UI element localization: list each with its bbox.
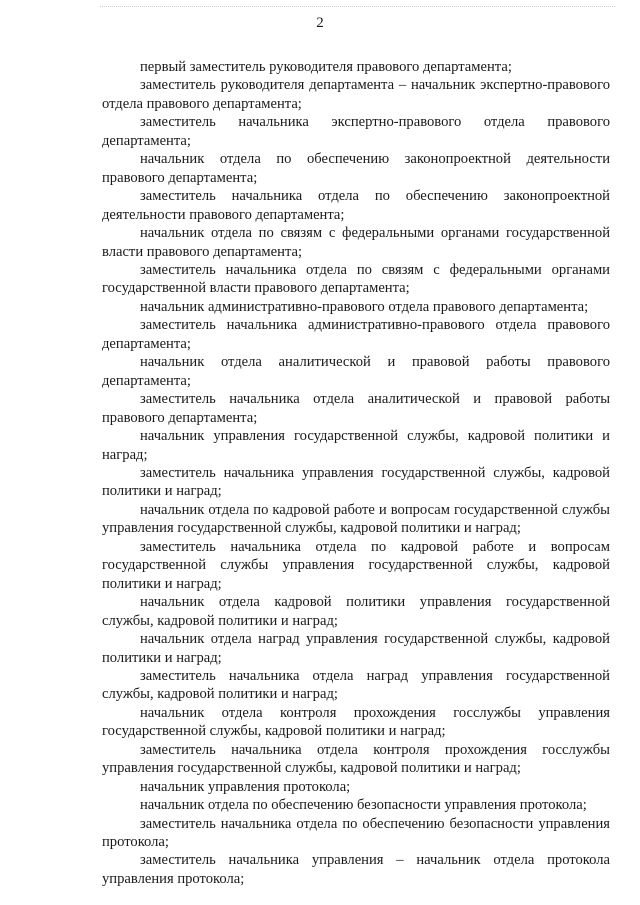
scan-edge-artifact [100,6,615,9]
list-item: заместитель начальника управления – начальник отдела протокола управления протокола; [102,852,610,887]
list-item: начальник отдела по кадровой работе и вопросам государственной службы управления государственной службы, кадровой политики и наград; [102,501,610,537]
list-item: начальник отдела наград управления государственной службы, кадровой политики и наград; [102,631,610,666]
list-item: заместитель начальника отдела по связям с федеральными органами государственной власти правового департамента; [102,261,610,297]
page-number: 2 [316,15,324,31]
list-item: начальник отдела по обеспечению безопасности управления протокола; [140,797,587,814]
list-item: начальник административно-правового отдела правового департамента; [140,298,589,315]
list-item: заместитель начальника отдела контроля прохождения госслужбы управления государственной службы, кадровой политики и наград; [102,741,610,777]
list-item: начальник отдела аналитической и правовой работы правового департамента; [102,354,610,389]
list-item: начальник отдела по обеспечению законопроектной деятельности правового департамента; [102,151,610,186]
list-item: заместитель начальника отдела по обеспечению законопроектной деятельности правового департамента; [102,188,610,223]
list-item: заместитель начальника отдела аналитической и правовой работы правового департамента; [102,391,610,426]
list-item: заместитель начальника отдела наград управления государственной службы, кадровой политики и наград; [102,667,610,703]
list-item: заместитель начальника управления государственной службы, кадровой политики и наград; [102,464,610,500]
list-item: первый заместитель руководителя правового департамента; [140,59,512,75]
list-item: заместитель начальника отдела по обеспечению безопасности управления протокола; [102,815,610,851]
document-body [102,58,610,888]
list-item: начальник отдела контроля прохождения госслужбы управления государственной службы, кадровой политики и наград; [102,704,610,740]
list-item: заместитель начальника экспертно-правового отдела правового департамента; [102,114,610,149]
list-item: начальник управления государственной службы, кадровой политики и наград; [102,428,610,463]
list-item: начальник отдела кадровой политики управления государственной службы, кадровой политики и наград; [102,594,610,629]
list-item: начальник управления протокола; [140,778,351,795]
list-item: заместитель начальника отдела по кадровой работе и вопросам государственной службы управления государственной службы, кадровой политики и наград; [102,538,610,592]
list-item: заместитель начальника административно-правового отдела правового департамента; [102,317,610,352]
list-item: начальник отдела по связям с федеральными органами государственной власти правового департамента; [102,225,610,260]
list-item: заместитель руководителя департамента – начальник экспертно-правового отдела правового департамента; [102,77,610,112]
